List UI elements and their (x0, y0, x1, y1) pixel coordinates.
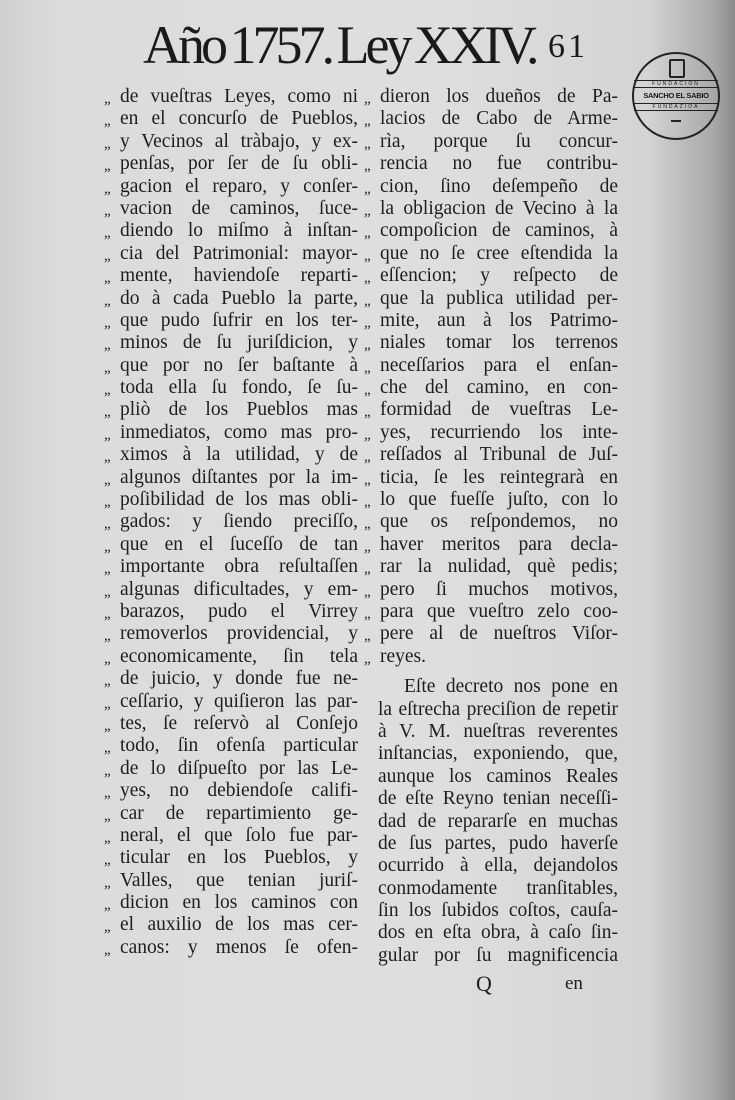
text-line: „ pere al de nueſtros Viſor- (366, 623, 618, 645)
text-line: „ mite, aun à los Patrimo- (366, 310, 618, 332)
text-line: „ rar la nulidad, què pedis; (366, 556, 618, 578)
text-line: „ economicamente, ſin tela (106, 646, 358, 668)
text-line: „ Valles, que tenian juriſ- (106, 870, 358, 892)
text-line: „ canos: y menos ſe ofen- (106, 937, 358, 959)
text-line: „ para que vueſtro zelo coo- (366, 601, 618, 623)
stamp-logo-icon (669, 59, 685, 78)
text-line: „ gacion el reparo, y conſer- (106, 176, 358, 198)
text-line: de eſte Reyno tenian neceſſi- (378, 788, 618, 810)
text-line: „ tes, ſe reſervò al Conſejo (106, 713, 358, 735)
text-line: „ poſibilidad de los mas obli- (106, 489, 358, 511)
stamp-bottom-text: FUNDAZIOA (634, 103, 718, 111)
text-line: Eſte decreto nos pone en (404, 676, 618, 698)
text-line: de ſus partes, pudo haverſe (378, 832, 618, 854)
text-line: „ barazos, pudo el Virrey (106, 601, 358, 623)
left-column (106, 86, 358, 959)
text-line: „ de lo diſpueſto por las Le- (106, 758, 358, 780)
text-line: „ gados: y ſiendo preciſſo, (106, 511, 358, 533)
page-number: 61 (548, 28, 588, 65)
text-line: „ haver meritos para decla- (366, 534, 618, 556)
catchword: en (565, 973, 583, 994)
text-line: „ ticular en los Pueblos, y (106, 847, 358, 869)
text-line: „ que pudo ſufrir en los ter- (106, 310, 358, 332)
text-line: „ pliò de los Pueblos mas (106, 399, 358, 421)
text-line: „ che del camino, en con- (366, 377, 618, 399)
text-line: „ inmediatos, como mas pro- (106, 422, 358, 444)
text-line: „ formidad de vueſtras Le- (366, 399, 618, 421)
text-line: „ minos de ſu juriſdicion, y (106, 332, 358, 354)
text-line: „ car de repartimiento ge- (106, 803, 358, 825)
text-line: „ mente, haviendoſe reparti- (106, 265, 358, 287)
text-line: „ compoſicion de caminos, à (366, 220, 618, 242)
library-stamp (632, 52, 720, 140)
text-line: la eſtrecha preciſion de repetir (378, 698, 618, 720)
text-line: „ lo que fueſſe juſto, con lo (366, 489, 618, 511)
text-line: „ de vueſtras Leyes, como ni (106, 86, 358, 108)
text-line: „ cia del Patrimonial: mayor- (106, 243, 358, 265)
text-line: „ reyes. (366, 646, 618, 668)
text-line: „ rìa, porque ſu concur- (366, 131, 618, 153)
signature-mark: Q (476, 971, 492, 996)
text-line: „ el auxilio de los mas cer- (106, 914, 358, 936)
text-line: „ diendo lo miſmo à inſtan- (106, 220, 358, 242)
text-line: „ toda ella ſu fondo, ſe ſu- (106, 377, 358, 399)
text-line: „ que la publica utilidad per- (366, 288, 618, 310)
text-line: „ ticia, ſe les reintegrarà en (366, 467, 618, 489)
text-line: „ y Vecinos al tràbajo, y ex- (106, 131, 358, 153)
text-line: „ algunas dificultades, y em- (106, 579, 358, 601)
text-line: „ lacios de Cabo de Arme- (366, 108, 618, 130)
right-column (366, 86, 618, 967)
stamp-top-text: FUNDACION (634, 80, 718, 88)
text-line: „ vacion de caminos, ſuce- (106, 198, 358, 220)
text-line: „ do à cada Pueblo la parte, (106, 288, 358, 310)
text-line: „ ximos à la utilidad, y de (106, 444, 358, 466)
text-line: „ que por no ſer baſtante à (106, 355, 358, 377)
text-line: „ removerlos providencial, y (106, 623, 358, 645)
text-line: „ neceſſarios para el enſan- (366, 355, 618, 377)
page-heading: Año 1757. Ley XXIV. (143, 15, 536, 75)
text-line: „ cion, ſino deſempeño de (366, 176, 618, 198)
text-line: aunque los caminos Reales (378, 765, 618, 787)
text-line: „ neral, el que ſolo fue par- (106, 825, 358, 847)
text-line: ſin los ſubidos coſtos, cauſa- (378, 900, 618, 922)
text-line: „ dieron los dueños de Pa- (366, 86, 618, 108)
stamp-name: SANCHO EL SABIO (643, 91, 709, 100)
text-line: „ eſſencion; y reſpecto de (366, 265, 618, 287)
text-line: „ que os reſpondemos, no (366, 511, 618, 533)
text-line: inſtancias, exponiendo, que, (378, 743, 618, 765)
text-line: dos en eſta obra, à caſo ſin- (378, 922, 618, 944)
text-line: „ importante obra reſultaſſen (106, 556, 358, 578)
text-line: „ niales tomar los terrenos (366, 332, 618, 354)
text-line: à V. M. nueſtras reverentes (378, 720, 618, 742)
text-line: „ que en el ſuceſſo de tan (106, 534, 358, 556)
text-line: „ pero ſi muchos motivos, (366, 579, 618, 601)
paragraph (366, 676, 618, 967)
text-line: „ de juicio, y donde fue ne- (106, 668, 358, 690)
text-line: „ rencia no fue contribu- (366, 153, 618, 175)
text-line: „ algunos diſtantes por la im- (106, 467, 358, 489)
text-line: „ penſas, por ſer de ſu obli- (106, 153, 358, 175)
text-line: ocurrido à ella, dejandolos (378, 855, 618, 877)
text-line: conmodamente tranſitables, (378, 877, 618, 899)
text-line: „ yes, no debiendoſe califi- (106, 780, 358, 802)
text-line: „ todo, ſin ofenſa particular (106, 735, 358, 757)
quoted-text-block (366, 86, 618, 668)
text-line: gular por ſu magnificencia (378, 944, 618, 966)
text-line: „ que no ſe cree eſtendida la (366, 243, 618, 265)
text-line: „ en el concurſo de Pueblos, (106, 108, 358, 130)
text-line: „ yes, recurriendo los inte- (366, 422, 618, 444)
text-line: dad de repararſe en muchas (378, 810, 618, 832)
text-line: „ ceſſario, y quiſieron las par- (106, 691, 358, 713)
text-line: „ la obligacion de Vecino à la (366, 198, 618, 220)
text-line: „ reſſados al Tribunal de Juſ- (366, 444, 618, 466)
stamp-dash (671, 120, 681, 122)
text-line: „ dicion en los caminos con (106, 892, 358, 914)
